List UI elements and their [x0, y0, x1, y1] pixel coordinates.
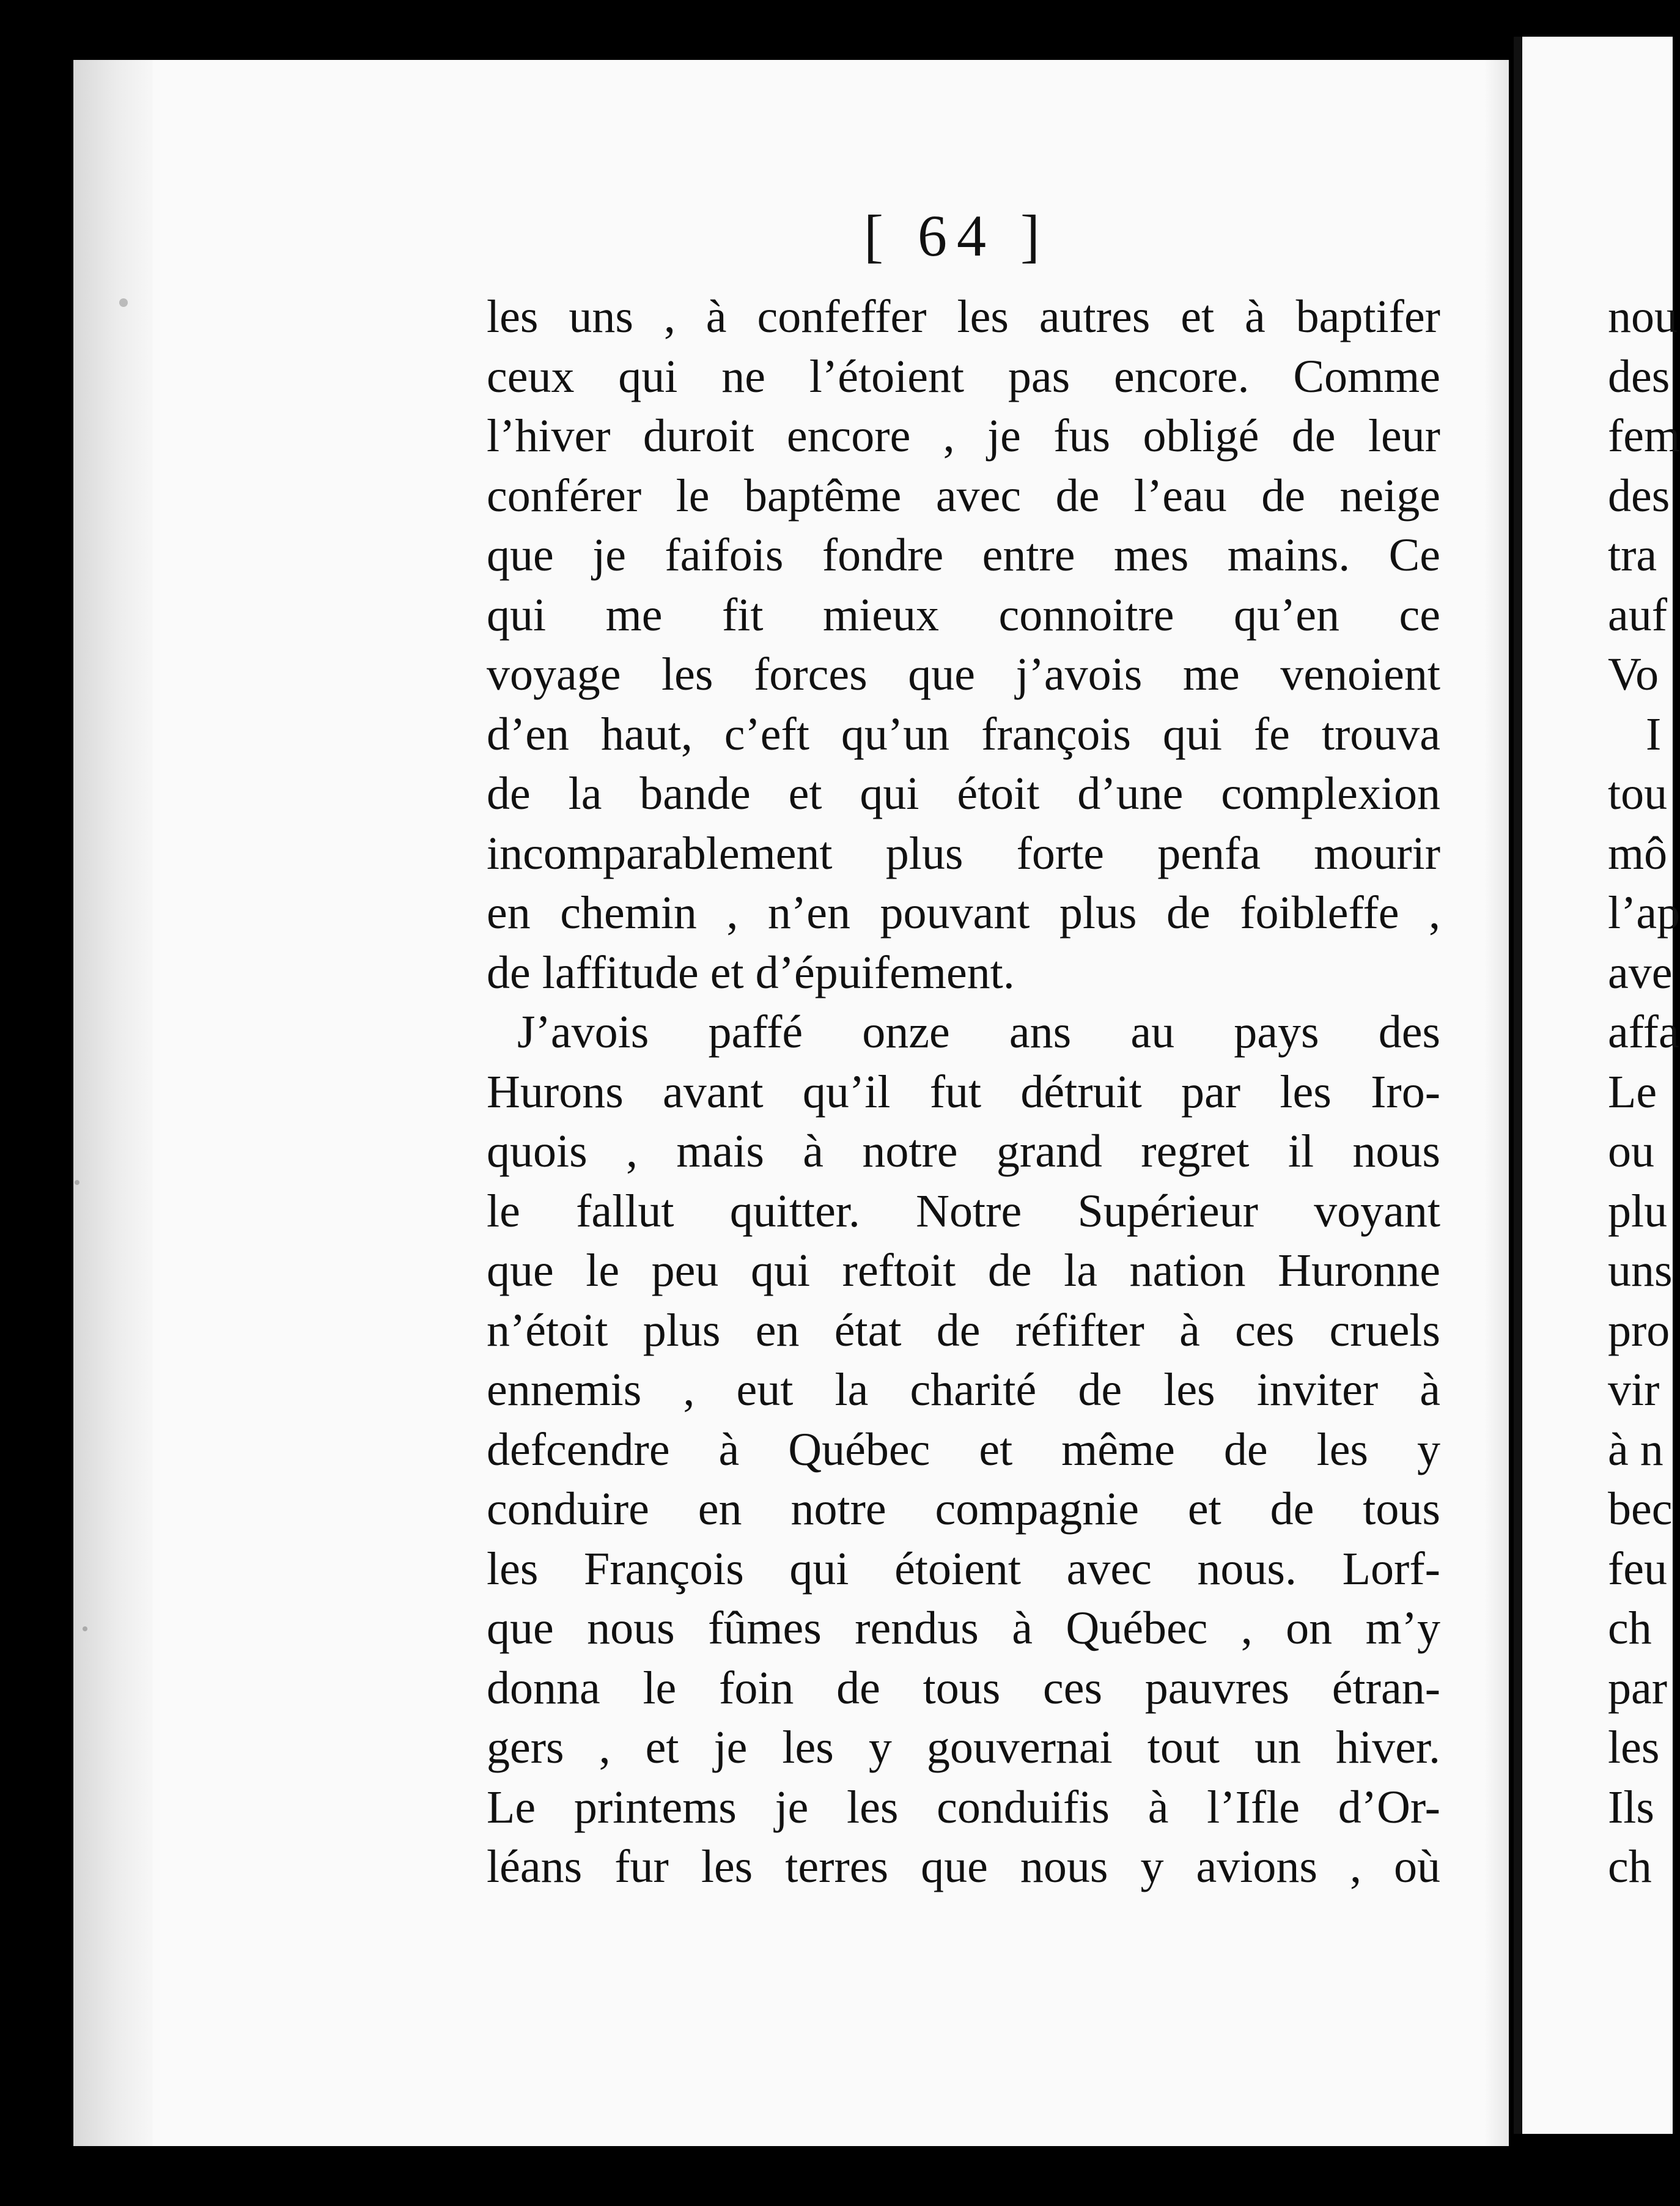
right-text-fragment: feu — [1608, 1543, 1668, 1595]
right-text-fragment: par — [1608, 1662, 1668, 1714]
right-text-fragment: vir — [1608, 1364, 1660, 1415]
right-text-fragment: ch — [1608, 1841, 1652, 1892]
left-page-text — [487, 287, 1440, 1897]
right-text-fragment: ou — [1608, 1126, 1654, 1177]
right-text-fragment: plu — [1608, 1185, 1668, 1237]
text-line: gers , et je les y gouvernai tout un hiver. — [487, 1722, 1440, 1773]
text-line: conférer le baptême avec de l’eau de neige — [487, 470, 1440, 522]
text-line: conduire en notre compagnie et de tous — [487, 1483, 1440, 1535]
right-text-fragment: I — [1646, 708, 1662, 760]
right-text-fragment: des — [1608, 470, 1670, 522]
right-text-fragment: nou — [1608, 291, 1678, 342]
text-line: de laffitude et d’épuifement. — [487, 946, 1015, 998]
page-number: [ 64 ] — [864, 203, 1050, 268]
text-line: qui me fit mieux connoitre qu’en ce — [487, 589, 1440, 641]
right-text-fragment: bec — [1608, 1483, 1673, 1535]
text-line: léans fur les terres que nous y avions , où — [487, 1841, 1440, 1892]
text-line: de la bande et qui étoit d’une complexion — [487, 768, 1440, 819]
right-text-fragment: tou — [1608, 768, 1668, 819]
right-text-fragment: Ils — [1608, 1781, 1654, 1833]
right-text-fragment: uns — [1608, 1245, 1673, 1296]
text-line: que je faifois fondre entre mes mains. Ce — [487, 529, 1440, 581]
scan-speck — [83, 1626, 87, 1631]
text-line: Hurons avant qu’il fut détruit par les Iro- — [487, 1066, 1440, 1118]
text-line: ceux qui ne l’étoient pas encore. Comme — [487, 350, 1440, 402]
text-line: les uns , à confeffer les autres et à baptifer — [487, 291, 1440, 342]
text-line: l’hiver duroit encore , je fus obligé de leur — [487, 410, 1440, 462]
text-line: les François qui étoient avec nous. Lorf- — [487, 1543, 1440, 1595]
text-line: quois , mais à notre grand regret il nous — [487, 1126, 1440, 1177]
text-line: le fallut quitter. Notre Supérieur voyant — [487, 1185, 1440, 1237]
page-fold-shadow — [1484, 60, 1509, 2146]
right-text-fragment: auf — [1608, 589, 1668, 641]
right-text-fragment: des — [1608, 350, 1670, 402]
right-text-fragment: Le — [1608, 1066, 1657, 1118]
text-line: J’avois paffé onze ans au pays des — [517, 1006, 1440, 1058]
page-gutter-shadow — [73, 60, 153, 2146]
right-text-fragment: pro — [1608, 1304, 1670, 1356]
right-text-fragment: tra — [1608, 529, 1657, 581]
text-line: donna le foin de tous ces pauvres étran- — [487, 1662, 1440, 1714]
text-line: que nous fûmes rendus à Québec , on m’y — [487, 1603, 1440, 1654]
right-text-fragment: mô — [1608, 827, 1668, 879]
text-line: voyage les forces que j’avois me venoient — [487, 649, 1440, 700]
scan-speck — [75, 1180, 79, 1185]
right-text-fragment: ch — [1608, 1603, 1652, 1654]
right-text-fragment: fem — [1608, 410, 1680, 462]
right-text-fragment: Vo — [1608, 649, 1659, 700]
text-line: Le printems je les conduifis à l’Ifle d’Or- — [487, 1781, 1440, 1833]
text-line: n’étoit plus en état de réfifter à ces cruels — [487, 1304, 1440, 1356]
text-line: d’en haut, c’eft qu’un françois qui fe trouva — [487, 708, 1440, 760]
text-line: incomparablement plus forte penfa mourir — [487, 827, 1440, 879]
right-text-fragment: l’ap — [1608, 887, 1680, 939]
scan-speck — [119, 298, 128, 307]
right-text-fragment: affa — [1608, 1006, 1679, 1058]
right-text-fragment: ave — [1608, 946, 1673, 998]
right-page-text — [1608, 287, 1680, 1897]
text-line: defcendre à Québec et même de les y — [487, 1423, 1440, 1475]
text-line: ennemis , eut la charité de les inviter à — [487, 1364, 1440, 1415]
right-page-edge — [1514, 37, 1522, 2134]
right-text-fragment: à n — [1608, 1423, 1663, 1475]
text-line: que le peu qui reftoit de la nation Huronne — [487, 1245, 1440, 1296]
text-line: en chemin , n’en pouvant plus de foibleffe , — [487, 887, 1440, 939]
right-text-fragment: les — [1608, 1722, 1660, 1773]
